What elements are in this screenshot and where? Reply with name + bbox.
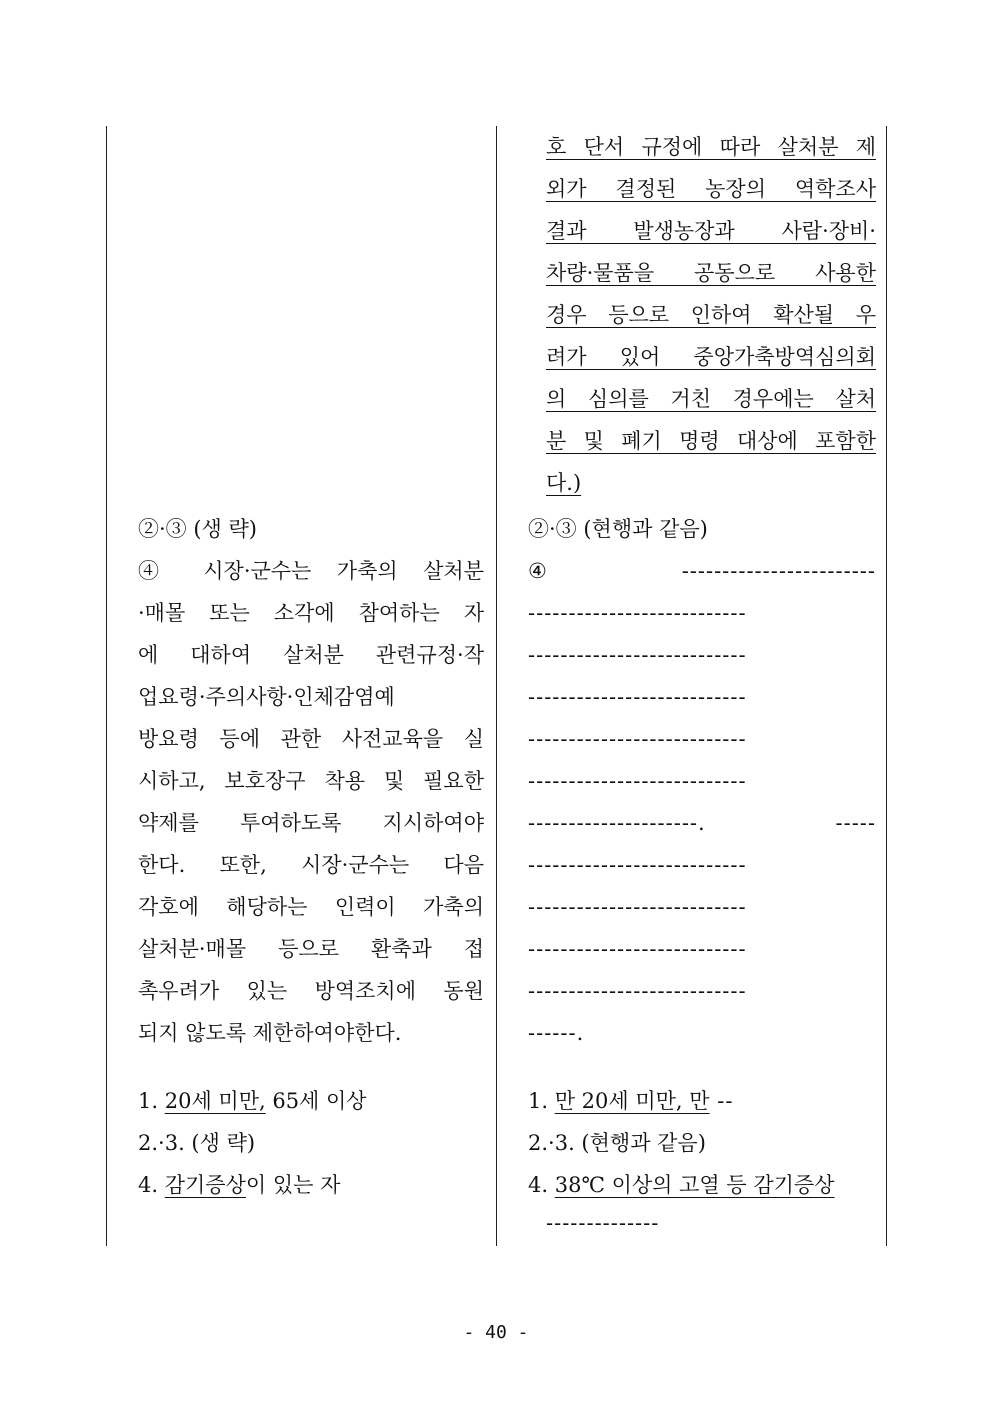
- left-para-4-line: 약제를 투여하도록 지시하여야: [138, 811, 484, 835]
- right-para-2-3: ②·③ (현행과 같음): [528, 517, 708, 541]
- left-para-4-line: 업요령·주의사항·인체감염예: [138, 685, 395, 709]
- right-amended-line: 분 및 폐기 명령 대상에 포함한: [546, 429, 876, 453]
- left-para-4-line: 각호에 해당하는 인력이 가축의: [138, 895, 484, 919]
- right-amended-line: 경우 등으로 인하여 확산될 우: [546, 303, 876, 327]
- right-item-1-number: 1.: [528, 1089, 555, 1113]
- right-amended-line-end: 다.): [546, 471, 582, 495]
- right-para-4-line: ---------------------------: [528, 979, 747, 1003]
- right-amended-line: 의 심의를 거친 경우에는 살처: [546, 387, 876, 411]
- right-amended-line: 외가 결정된 농장의 역학조사: [546, 177, 876, 201]
- left-item-4-underlined: 감기증상: [164, 1173, 246, 1197]
- left-para-4-line: 되지 않도록 제한하여야한다.: [138, 1021, 402, 1045]
- right-para-4-line: ---------------------------: [528, 643, 747, 667]
- right-item-4-number: 4.: [528, 1173, 555, 1197]
- right-item-1-underlined: 만 20세 미만, 만: [554, 1089, 710, 1113]
- right-para-4-line: ---------------------. -----: [528, 811, 876, 835]
- page-number: - 40 -: [463, 1322, 529, 1343]
- table-border-middle: [496, 126, 497, 1246]
- right-item-4-continuation: --------------: [546, 1211, 660, 1235]
- right-amended-line: [546, 468, 876, 498]
- right-item-2-3: 2.·3. (현행과 같음): [528, 1131, 706, 1155]
- left-item-4-rest: 이 있는 자: [245, 1173, 341, 1197]
- left-para-4-line: ·매몰 또는 소각에 참여하는 자: [138, 601, 484, 625]
- left-item-1-rest: 65세 이상: [265, 1089, 367, 1113]
- right-para-4-line: ---------------------------: [528, 853, 747, 877]
- left-para-4-line: 시하고, 보호장구 착용 및 필요한: [138, 769, 484, 793]
- right-item-1: [528, 1086, 876, 1116]
- right-para-4-line: ------.: [528, 1021, 585, 1045]
- left-para-4-line: 살처분·매몰 등으로 환축과 접: [138, 937, 484, 961]
- left-column: [138, 0, 484, 1403]
- right-para-4-line: ---------------------------: [528, 685, 747, 709]
- right-amended-line: 결과 발생농장과 사람·장비·: [546, 219, 876, 243]
- left-item-1: [138, 1086, 484, 1116]
- right-para-4-line: ---------------------------: [528, 601, 747, 625]
- right-column: [528, 0, 876, 1403]
- right-item-1-rest: --: [709, 1089, 734, 1113]
- left-item-4-number: 4.: [138, 1173, 165, 1197]
- left-para-2-3: ②·③ (생 략): [138, 517, 257, 541]
- left-item-1-underlined: 20세 미만,: [164, 1089, 266, 1113]
- right-amended-line: 려가 있어 중앙가축방역심의회: [546, 345, 876, 369]
- right-para-4-line: ---------------------------: [528, 727, 747, 751]
- right-para-4-line: ④ ------------------------: [528, 559, 876, 583]
- left-item-2-3: 2.·3. (생 략): [138, 1131, 256, 1155]
- right-amended-line: 차량·물품을 공동으로 사용한: [546, 261, 876, 285]
- table-border-left: [106, 126, 107, 1246]
- left-para-4-line: 에 대하여 살처분 관련규정·작: [138, 643, 484, 667]
- left-para-4-line: 촉우려가 있는 방역조치에 동원: [138, 979, 484, 1003]
- left-item-4: [138, 1170, 484, 1200]
- right-para-4-line: ---------------------------: [528, 769, 747, 793]
- right-item-4-underlined: 38℃ 이상의 고열 등 감기증상: [554, 1173, 835, 1197]
- left-para-4-line: 한다. 또한, 시장·군수는 다음: [138, 853, 484, 877]
- table-border-right: [886, 126, 887, 1246]
- left-para-4-line: ④ 시장·군수는 가축의 살처분: [138, 559, 484, 583]
- right-para-4-line: ---------------------------: [528, 937, 747, 961]
- right-amended-line: 호 단서 규정에 따라 살처분 제: [546, 135, 876, 159]
- right-para-4-line: ---------------------------: [528, 895, 747, 919]
- left-para-4-line: 방요령 등에 관한 사전교육을 실: [138, 727, 484, 751]
- right-item-4: [528, 1170, 876, 1200]
- left-item-1-number: 1.: [138, 1089, 165, 1113]
